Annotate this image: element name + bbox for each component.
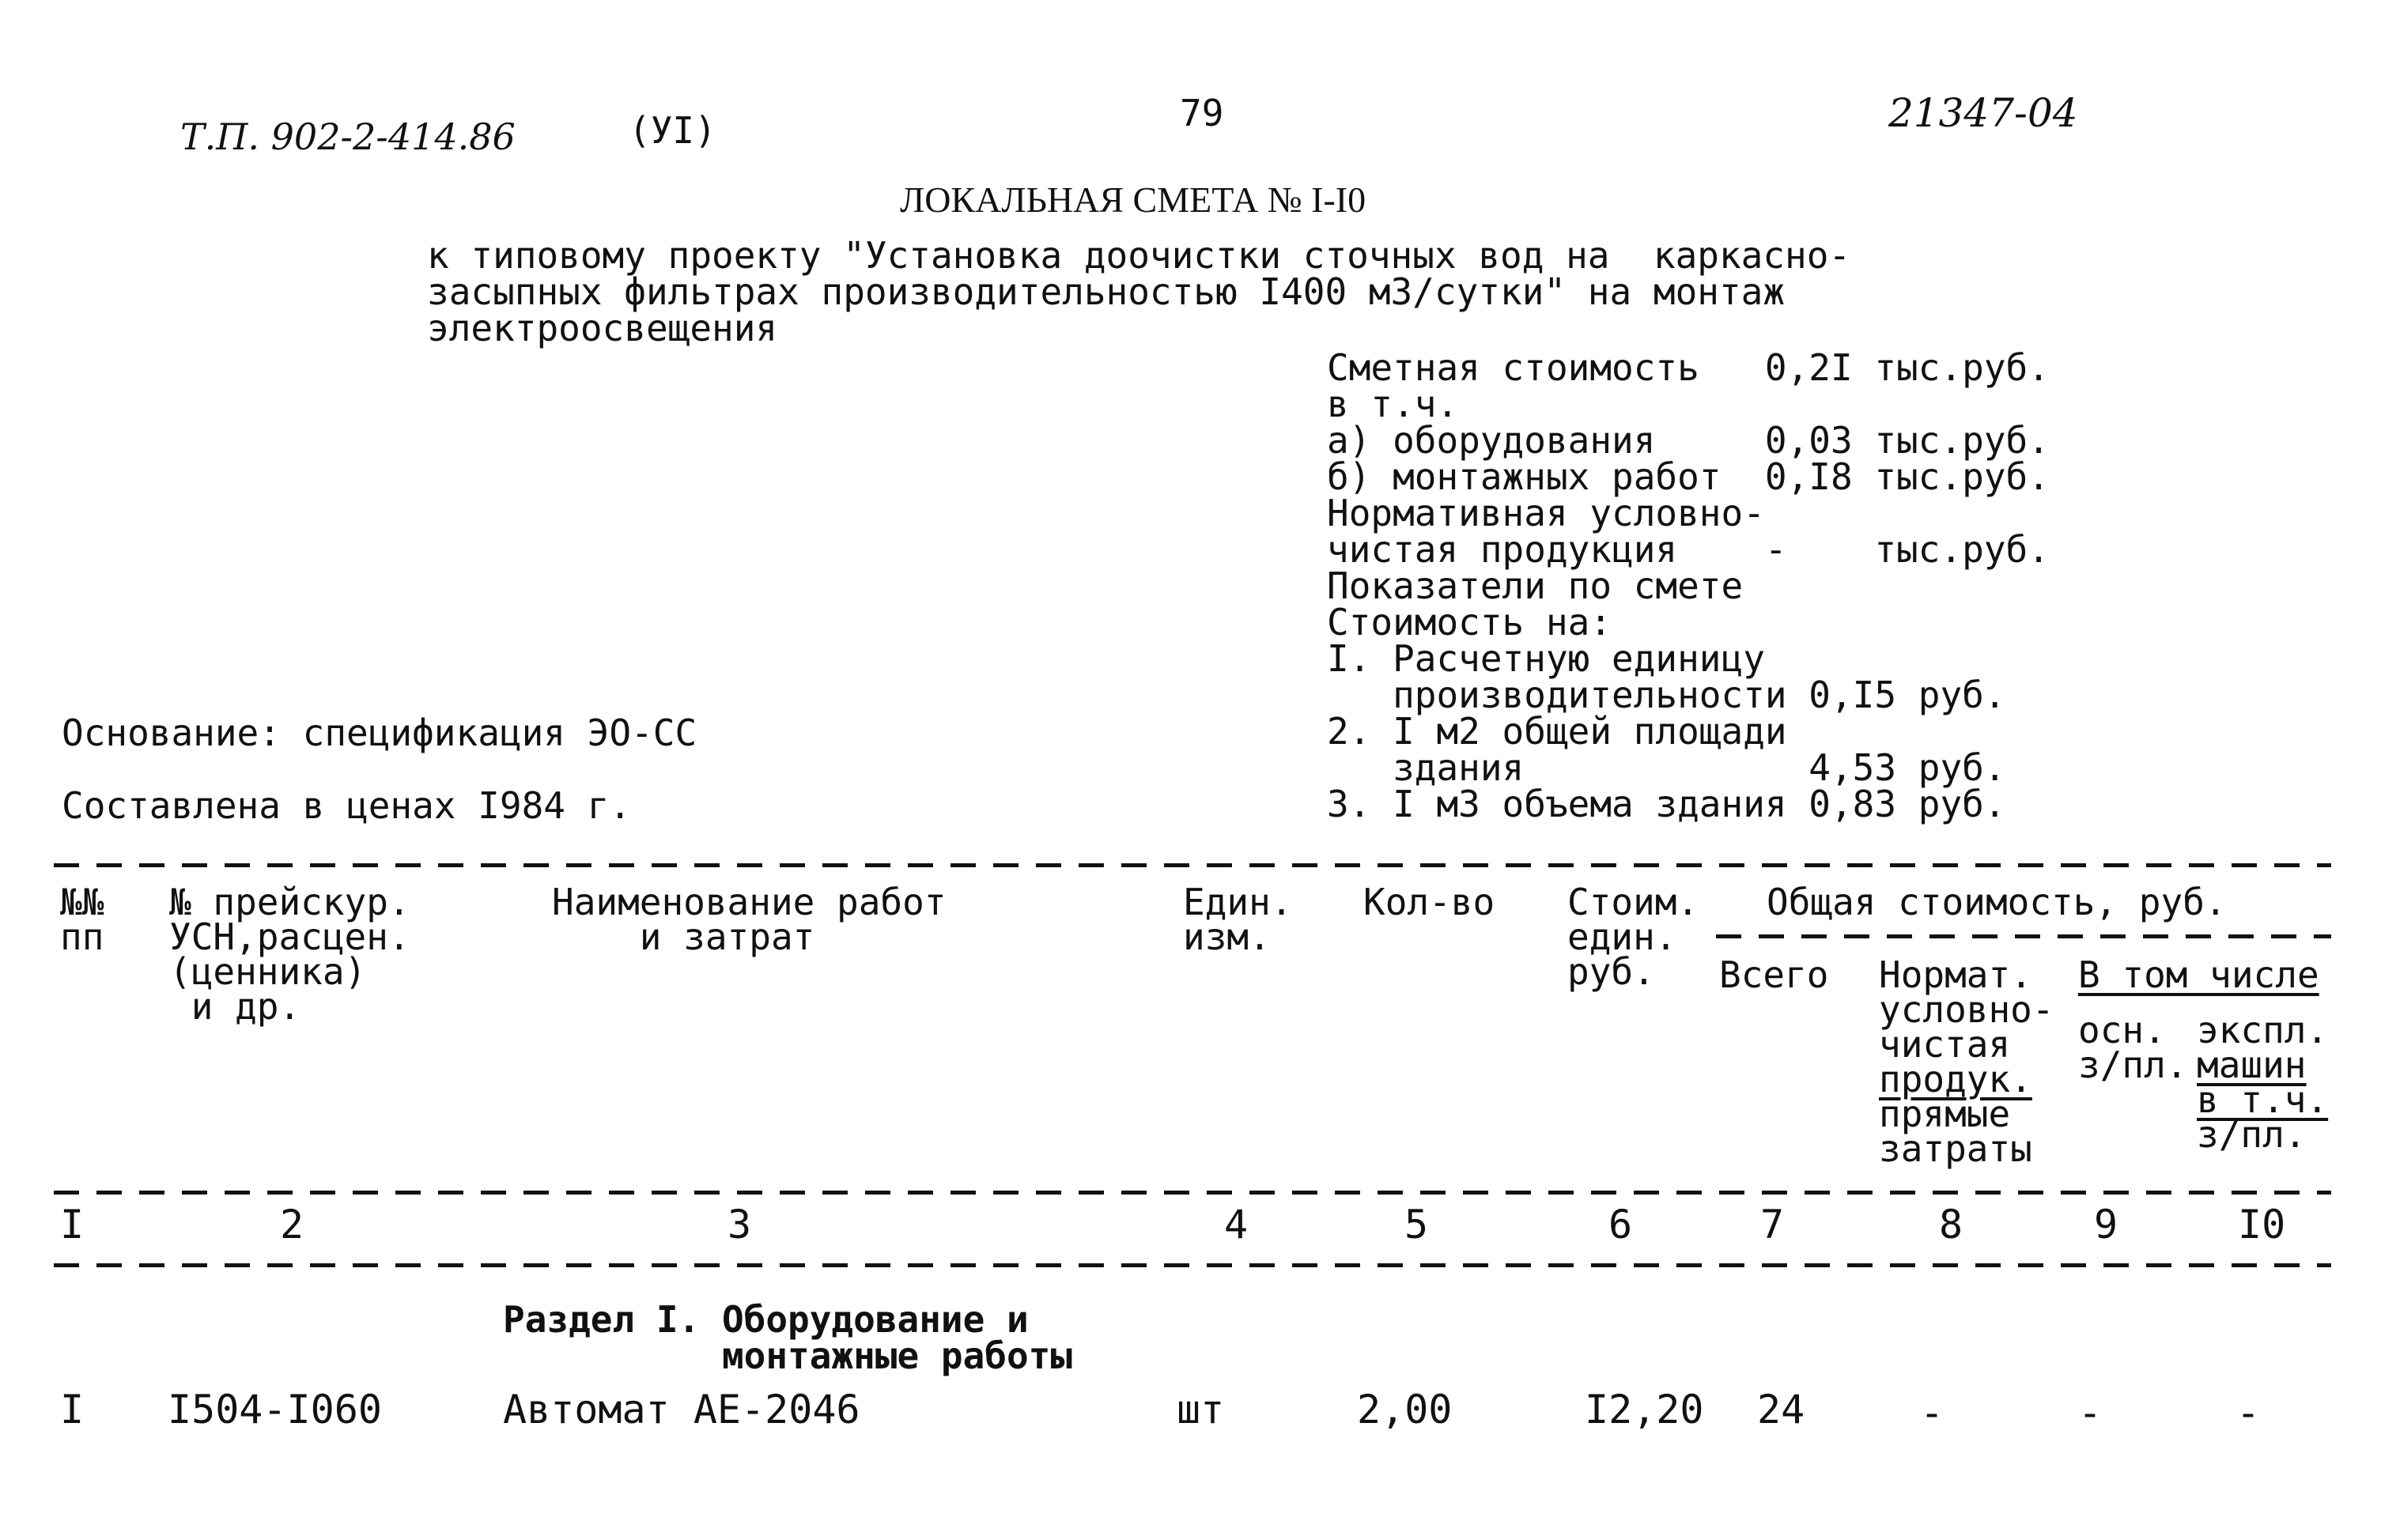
column-number: 6 bbox=[1608, 1202, 1633, 1247]
total-cost: 24 bbox=[1757, 1387, 1805, 1432]
header-cell: Наименование работ bbox=[552, 881, 947, 923]
header-cell: прямые bbox=[1879, 1093, 2011, 1135]
header-cell: Един. bbox=[1183, 881, 1293, 923]
column-number: 4 bbox=[1224, 1202, 1249, 1247]
header-cell: в т.ч. bbox=[2197, 1078, 2329, 1121]
unit: шт bbox=[1177, 1387, 1225, 1432]
header-cell: и др. bbox=[169, 985, 301, 1028]
summary-line: а) оборудования 0,03 тыс.руб. bbox=[1327, 419, 2050, 462]
album-number: (УI) bbox=[629, 109, 716, 152]
header-cell: пп bbox=[60, 915, 104, 958]
machine-cost: - bbox=[2236, 1390, 2261, 1436]
section-heading: Раздел I. Оборудование и bbox=[503, 1298, 1029, 1341]
table-rule bbox=[1716, 934, 2331, 938]
column-number: 9 bbox=[2094, 1202, 2118, 1247]
header-cell: УСН,расцен. bbox=[169, 915, 410, 958]
summary-line: Нормативная условно- bbox=[1327, 492, 1765, 534]
subtitle-line: к типовому проекту "Установка доочистки сточных вод на каркасно- bbox=[427, 234, 1851, 277]
header-cell: продук. bbox=[1879, 1058, 2032, 1100]
header-cell: № прейскур. bbox=[169, 881, 410, 923]
row-number: I bbox=[60, 1387, 85, 1432]
header-cell: Стоим. bbox=[1567, 881, 1699, 923]
norm-cost: - bbox=[1920, 1390, 1944, 1436]
header-cell: чистая bbox=[1879, 1023, 2011, 1066]
column-number: 5 bbox=[1404, 1202, 1429, 1247]
header-cell: з/пл. bbox=[2197, 1113, 2307, 1156]
document-title: ЛОКАЛЬНАЯ СМЕТА № I-I0 bbox=[900, 179, 1366, 220]
summary-line: производительности 0,I5 руб. bbox=[1327, 674, 2006, 716]
table-rule bbox=[54, 1191, 2331, 1195]
header-cell: (ценника) bbox=[169, 950, 367, 993]
header-cell: руб. bbox=[1567, 950, 1655, 993]
header-cell: экспл. bbox=[2197, 1009, 2329, 1051]
header-cell: изм. bbox=[1183, 915, 1271, 958]
header-cell: и затрат bbox=[552, 915, 815, 958]
project-number: Т.П. 902-2-414.86 bbox=[180, 115, 516, 158]
column-number: I bbox=[60, 1202, 85, 1247]
column-number: I0 bbox=[2238, 1202, 2286, 1247]
summary-line: чистая продукция - тыс.руб. bbox=[1327, 528, 2050, 571]
header-cell: условно- bbox=[1879, 988, 2054, 1031]
column-number: 3 bbox=[728, 1202, 752, 1247]
basis-line: Основание: спецификация ЭО-СС bbox=[62, 711, 697, 754]
header-cell: Нормат. bbox=[1879, 953, 2032, 996]
column-number: 7 bbox=[1760, 1202, 1785, 1247]
summary-line: здания 4,53 руб. bbox=[1327, 746, 2006, 789]
header-cell: В том числе bbox=[2078, 953, 2319, 996]
header-cell: затраты bbox=[1879, 1127, 2032, 1170]
header-cell: Общая стоимость, руб. bbox=[1767, 881, 2227, 923]
summary-line: 3. I м3 объема здания 0,83 руб. bbox=[1327, 783, 2006, 825]
column-number: 8 bbox=[1939, 1202, 1963, 1247]
page-number: 79 bbox=[1180, 92, 1224, 134]
table-rule bbox=[54, 863, 2331, 867]
summary-line: 2. I м2 общей площади bbox=[1327, 710, 1787, 753]
summary-line: в т.ч. bbox=[1327, 383, 1459, 425]
prices-line: Составлена в ценах I984 г. bbox=[62, 784, 632, 827]
header-cell: осн. bbox=[2078, 1009, 2166, 1051]
unit-cost: I2,20 bbox=[1585, 1387, 1704, 1432]
section-heading: монтажные работы bbox=[503, 1334, 1073, 1377]
subtitle-line: засыпных фильтрах производительностью I400 м3/сутки" на монтаж bbox=[427, 270, 1786, 313]
header-cell: №№ bbox=[60, 881, 104, 923]
base-wage: - bbox=[2078, 1390, 2103, 1436]
subtitle-line: электроосвещения bbox=[427, 307, 778, 349]
item-name: Автомат АЕ-2046 bbox=[503, 1387, 860, 1432]
summary-line: Показатели по смете bbox=[1327, 564, 1744, 607]
summary-line: Стоимость на: bbox=[1327, 601, 1612, 644]
quantity: 2,00 bbox=[1357, 1387, 1453, 1432]
header-cell: един. bbox=[1567, 915, 1677, 958]
column-number: 2 bbox=[280, 1202, 304, 1247]
header-cell: з/пл. bbox=[2078, 1044, 2188, 1086]
document-number: 21347-04 bbox=[1888, 90, 2078, 136]
header-cell: машин bbox=[2197, 1044, 2307, 1086]
summary-line: Сметная стоимость 0,2I тыс.руб. bbox=[1327, 346, 2050, 389]
header-cell: Всего bbox=[1719, 953, 1829, 996]
summary-line: б) монтажных работ 0,I8 тыс.руб. bbox=[1327, 455, 2050, 498]
summary-line: I. Расчетную единицу bbox=[1327, 637, 1765, 680]
price-code: I504-I060 bbox=[168, 1387, 382, 1432]
table-rule bbox=[54, 1263, 2331, 1267]
header-cell: Кол-во bbox=[1363, 881, 1495, 923]
